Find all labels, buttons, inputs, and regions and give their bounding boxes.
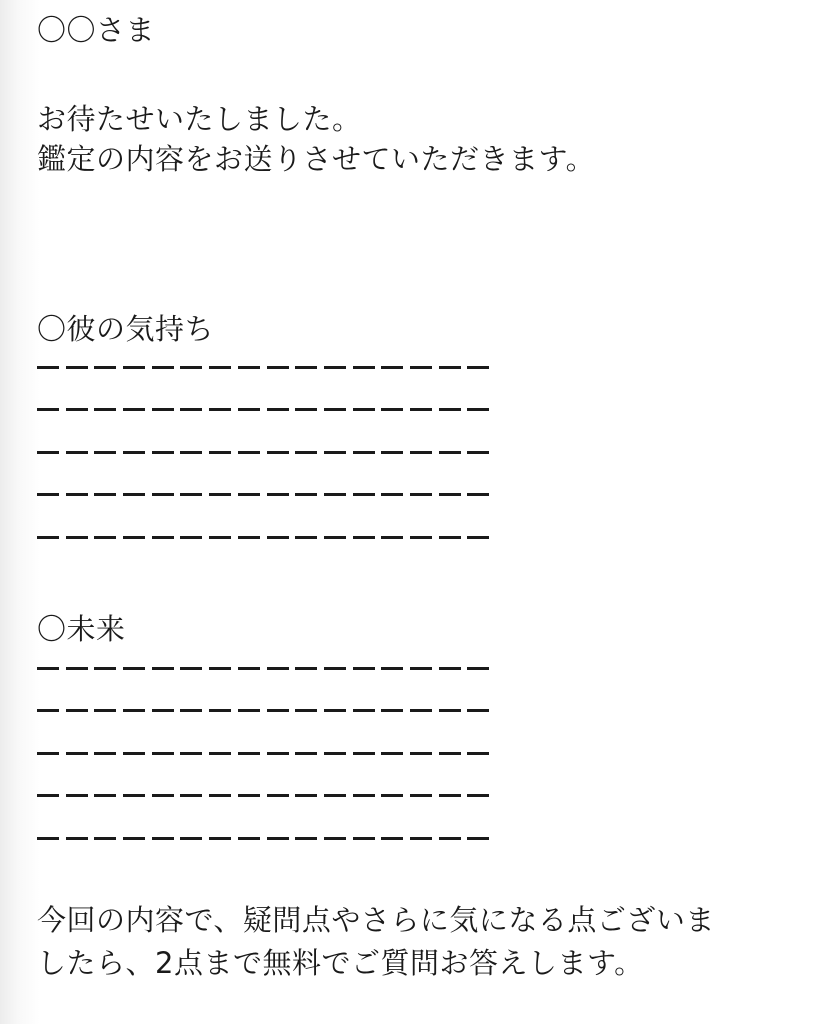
dash	[152, 408, 174, 411]
dash	[467, 493, 489, 496]
dash	[439, 794, 461, 797]
dash	[123, 709, 145, 712]
dash	[381, 451, 403, 454]
dash	[123, 408, 145, 411]
dash	[353, 667, 375, 670]
section-heading-feelings: 〇彼の気持ち	[37, 312, 215, 346]
dash	[295, 493, 317, 496]
intro-line-2: 鑑定の内容をお送りさせていただきます。	[37, 142, 596, 176]
dash	[37, 408, 59, 411]
dash	[439, 493, 461, 496]
dash	[410, 752, 432, 755]
dash	[209, 451, 231, 454]
dash	[267, 794, 289, 797]
dash	[467, 794, 489, 797]
dash	[439, 536, 461, 539]
dash	[267, 752, 289, 755]
dash	[37, 451, 59, 454]
dash	[324, 667, 346, 670]
dash	[123, 752, 145, 755]
dash	[152, 794, 174, 797]
dash	[37, 366, 59, 369]
dash	[123, 794, 145, 797]
dash	[94, 667, 116, 670]
dash	[353, 794, 375, 797]
dash	[238, 794, 260, 797]
placeholder-line	[37, 392, 509, 432]
dash	[295, 408, 317, 411]
dash	[238, 837, 260, 840]
dash	[66, 366, 88, 369]
dash	[209, 709, 231, 712]
dash	[324, 837, 346, 840]
dash	[180, 366, 202, 369]
dash	[295, 366, 317, 369]
dash	[467, 366, 489, 369]
dash	[37, 794, 59, 797]
closing-line-1: 今回の内容で、疑問点やさらに気になる点ございま	[37, 903, 715, 937]
dash	[381, 837, 403, 840]
dash	[209, 408, 231, 411]
dash	[324, 451, 346, 454]
intro-line-1: お待たせいたしました。	[37, 102, 362, 136]
dash	[37, 536, 59, 539]
placeholder-line	[37, 778, 509, 818]
dash	[295, 837, 317, 840]
dash	[267, 536, 289, 539]
dash	[381, 794, 403, 797]
dash	[324, 536, 346, 539]
closing-line-2: したら、2点まで無料でご質問お答えします。	[37, 946, 644, 980]
section-heading-future: 〇未来	[37, 612, 126, 646]
dash	[410, 794, 432, 797]
dash	[467, 408, 489, 411]
dash	[123, 667, 145, 670]
dash	[381, 493, 403, 496]
dash	[267, 451, 289, 454]
dash	[209, 536, 231, 539]
dash	[238, 536, 260, 539]
dash	[439, 366, 461, 369]
dash	[467, 536, 489, 539]
dash	[324, 408, 346, 411]
dash	[467, 667, 489, 670]
dash	[94, 451, 116, 454]
placeholder-line	[37, 650, 509, 690]
dash	[381, 667, 403, 670]
dash	[353, 408, 375, 411]
dash	[180, 794, 202, 797]
dash	[94, 752, 116, 755]
dash	[324, 493, 346, 496]
dash	[152, 451, 174, 454]
dash	[295, 536, 317, 539]
dash	[410, 408, 432, 411]
dash	[209, 752, 231, 755]
dash	[37, 493, 59, 496]
dash	[66, 667, 88, 670]
dash	[180, 752, 202, 755]
dash	[324, 709, 346, 712]
dash	[381, 752, 403, 755]
placeholder-line	[37, 349, 509, 389]
dash	[353, 451, 375, 454]
dash	[353, 536, 375, 539]
dash	[180, 667, 202, 670]
dash	[94, 794, 116, 797]
placeholder-line	[37, 820, 509, 860]
dash	[152, 366, 174, 369]
dash	[238, 493, 260, 496]
dash	[94, 408, 116, 411]
dash	[410, 709, 432, 712]
greeting: 〇〇さま	[37, 13, 156, 47]
dash	[439, 408, 461, 411]
dash	[439, 837, 461, 840]
dash	[152, 667, 174, 670]
dash	[238, 752, 260, 755]
dash	[152, 493, 174, 496]
dash	[66, 709, 88, 712]
dash	[410, 493, 432, 496]
dash	[439, 709, 461, 712]
dash	[353, 752, 375, 755]
dash	[295, 451, 317, 454]
dash	[66, 451, 88, 454]
dash	[66, 536, 88, 539]
dash	[94, 493, 116, 496]
dash	[467, 709, 489, 712]
dash	[238, 667, 260, 670]
dash	[295, 709, 317, 712]
dash	[152, 752, 174, 755]
dash	[467, 752, 489, 755]
dash	[37, 752, 59, 755]
dash	[410, 837, 432, 840]
dash	[238, 366, 260, 369]
dash	[94, 536, 116, 539]
dash	[410, 451, 432, 454]
dash	[295, 794, 317, 797]
dash	[209, 794, 231, 797]
dash	[353, 709, 375, 712]
dash	[37, 667, 59, 670]
dash	[324, 366, 346, 369]
dash	[238, 408, 260, 411]
dash	[439, 667, 461, 670]
dash	[353, 493, 375, 496]
dash	[209, 837, 231, 840]
dash	[180, 837, 202, 840]
dash	[267, 366, 289, 369]
dash	[94, 366, 116, 369]
dash	[467, 451, 489, 454]
placeholder-line	[37, 434, 509, 474]
dash	[381, 366, 403, 369]
dash	[180, 536, 202, 539]
dash	[381, 408, 403, 411]
dash	[66, 408, 88, 411]
dash	[209, 493, 231, 496]
dash	[180, 408, 202, 411]
dash	[37, 709, 59, 712]
dash	[381, 709, 403, 712]
dash	[123, 493, 145, 496]
dash	[410, 667, 432, 670]
dash	[123, 366, 145, 369]
dash	[123, 536, 145, 539]
dash	[295, 752, 317, 755]
dash	[238, 709, 260, 712]
dash	[267, 837, 289, 840]
dash	[123, 451, 145, 454]
dash	[238, 451, 260, 454]
dash	[439, 752, 461, 755]
dash	[180, 709, 202, 712]
dash	[94, 709, 116, 712]
dash	[295, 667, 317, 670]
dash	[353, 366, 375, 369]
dash	[209, 667, 231, 670]
dash	[66, 493, 88, 496]
placeholder-line	[37, 477, 509, 517]
dash	[324, 794, 346, 797]
placeholder-line	[37, 519, 509, 559]
placeholder-line	[37, 735, 509, 775]
dash	[66, 794, 88, 797]
dash	[152, 536, 174, 539]
dash	[209, 366, 231, 369]
dash	[66, 837, 88, 840]
dash	[180, 493, 202, 496]
dash	[267, 667, 289, 670]
placeholder-line	[37, 693, 509, 733]
dash	[439, 451, 461, 454]
dash	[410, 366, 432, 369]
dash	[152, 709, 174, 712]
dash	[66, 752, 88, 755]
dash	[467, 837, 489, 840]
dash	[267, 493, 289, 496]
dash	[324, 752, 346, 755]
dash	[267, 408, 289, 411]
dash	[94, 837, 116, 840]
dash	[37, 837, 59, 840]
dash	[353, 837, 375, 840]
dash	[180, 451, 202, 454]
dash	[152, 837, 174, 840]
dash	[410, 536, 432, 539]
dash	[123, 837, 145, 840]
dash	[267, 709, 289, 712]
dash	[381, 536, 403, 539]
